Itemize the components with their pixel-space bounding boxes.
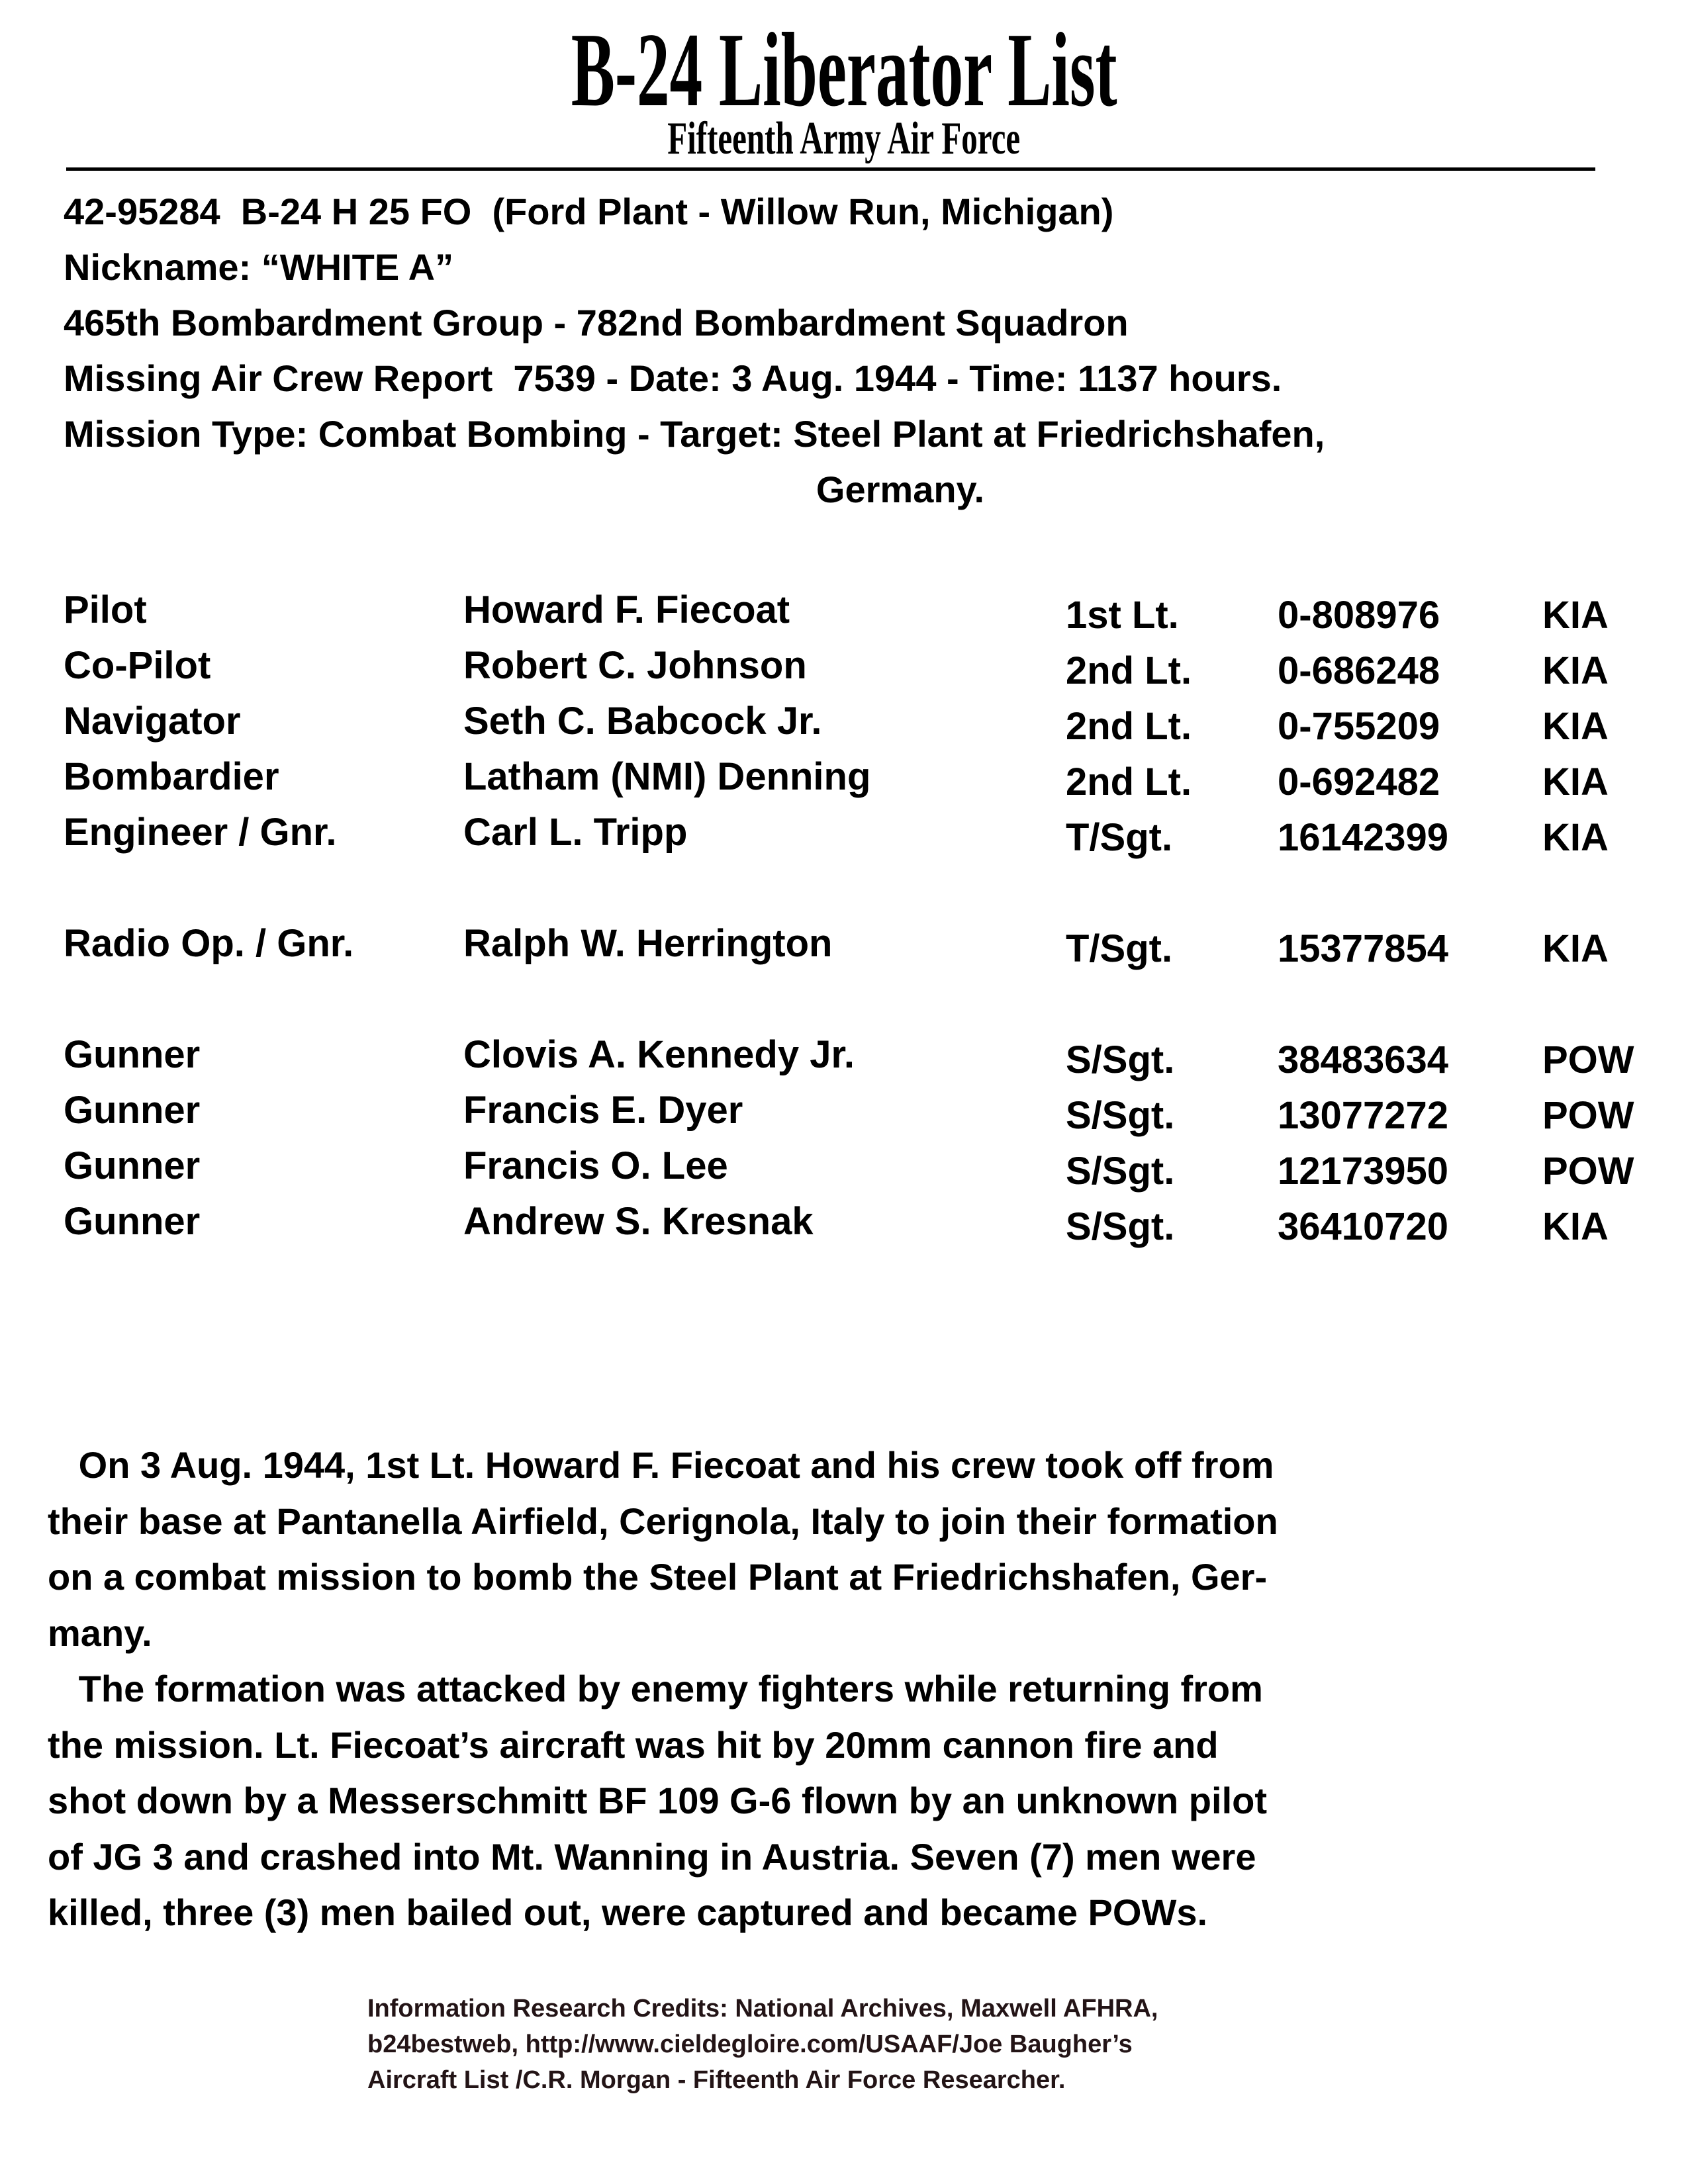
crew-role: Radio Op. / Gnr. <box>64 922 354 965</box>
mission-line-cont: Germany. <box>816 469 985 510</box>
crew-status: POW <box>1542 1038 1634 1081</box>
crew-row <box>64 582 1679 638</box>
crew-rank: S/Sgt. <box>1066 1205 1175 1248</box>
crew-serial: 0-755209 <box>1278 705 1440 748</box>
crew-row <box>64 916 1679 1027</box>
research-credits <box>367 1991 1158 2098</box>
crew-rank: T/Sgt. <box>1066 927 1173 970</box>
narrative-line: shot down by a Messerschmitt BF 109 G-6 flown by an unknown pilot <box>48 1780 1267 1821</box>
crew-serial: 36410720 <box>1278 1205 1449 1248</box>
narrative-line: on a combat mission to bomb the Steel Plant at Friedrichshafen, Ger- <box>48 1556 1268 1598</box>
crew-name: Robert C. Johnson <box>463 644 807 687</box>
crew-status: KIA <box>1542 649 1609 692</box>
crew-status: KIA <box>1542 1205 1609 1248</box>
nickname-line: Nickname: “WHITE A” <box>64 246 454 288</box>
crew-row <box>64 694 1679 749</box>
narrative <box>48 1437 1278 1941</box>
crew-role: Bombardier <box>64 755 279 798</box>
crew-status: POW <box>1542 1150 1634 1193</box>
narrative-line: many. <box>48 1612 152 1654</box>
page-title <box>0 13 1688 126</box>
crew-name: Carl L. Tripp <box>463 811 688 854</box>
subtitle-text: Fifteenth Army Air Force <box>667 113 1021 164</box>
crew-name: Francis E. Dyer <box>463 1089 743 1132</box>
narrative-line: The formation was attacked by enemy fighters while returning from <box>48 1668 1263 1709</box>
crew-name: Andrew S. Kresnak <box>463 1200 814 1243</box>
crew-role: Co-Pilot <box>64 644 211 687</box>
crew-serial: 0-692482 <box>1278 760 1440 803</box>
crew-role: Gunner <box>64 1033 201 1076</box>
unit-line: 465th Bombardment Group - 782nd Bombardment Squadron <box>64 302 1129 343</box>
crew-serial: 0-686248 <box>1278 649 1440 692</box>
crew-status: KIA <box>1542 927 1609 970</box>
crew-status: KIA <box>1542 594 1609 637</box>
crew-name: Seth C. Babcock Jr. <box>463 700 822 743</box>
page-subtitle <box>0 113 1688 165</box>
crew-rank: 2nd Lt. <box>1066 705 1192 748</box>
narrative-line: killed, three (3) men bailed out, were captured and became POWs. <box>48 1891 1208 1933</box>
crew-row <box>64 1083 1679 1138</box>
narrative-line: the mission. Lt. Fiecoat’s aircraft was hit by 20mm cannon fire and <box>48 1723 1219 1766</box>
crew-name: Francis O. Lee <box>463 1144 728 1187</box>
narrative-line: On 3 Aug. 1944, 1st Lt. Howard F. Fiecoat and his crew took off from <box>48 1444 1274 1486</box>
crew-serial: 16142399 <box>1278 816 1449 859</box>
credits-line: b24bestweb, http://www.cieldegloire.com/USAAF/Joe Baugher’s <box>367 2030 1133 2058</box>
crew-serial: 38483634 <box>1278 1038 1449 1081</box>
crew-row <box>64 1194 1679 1250</box>
macr-line: Missing Air Crew Report 7539 - Date: 3 Aug. 1944 - Time: 1137 hours. <box>64 357 1282 399</box>
narrative-line: of JG 3 and crashed into Mt. Wanning in Austria. Seven (7) men were <box>48 1835 1256 1878</box>
crew-rank: S/Sgt. <box>1066 1094 1175 1137</box>
crew-serial: 15377854 <box>1278 927 1449 970</box>
crew-rank: 2nd Lt. <box>1066 760 1192 803</box>
crew-role: Pilot <box>64 588 147 631</box>
aircraft-serial-line: 42-95284 B-24 H 25 FO (Ford Plant - Willow Run, Michigan) <box>64 191 1114 232</box>
crew-role: Gunner <box>64 1089 201 1132</box>
crew-rank: S/Sgt. <box>1066 1038 1175 1081</box>
credits-line: Aircraft List /C.R. Morgan - Fifteenth Air Force Researcher. <box>367 2066 1066 2094</box>
crew-status: KIA <box>1542 705 1609 748</box>
crew-row <box>64 805 1679 916</box>
crew-rank: 1st Lt. <box>1066 594 1179 637</box>
crew-name: Howard F. Fiecoat <box>463 588 790 631</box>
crew-serial: 13077272 <box>1278 1094 1449 1137</box>
crew-row <box>64 749 1679 805</box>
credits-line: Information Research Credits: National Archives, Maxwell AFHRA, <box>367 1995 1158 2023</box>
mission-line: Mission Type: Combat Bombing - Target: Steel Plant at Friedrichshafen, <box>64 413 1325 455</box>
crew-serial: 0-808976 <box>1278 594 1440 637</box>
crew-name: Ralph W. Herrington <box>463 922 833 965</box>
crew-table <box>64 582 1679 1250</box>
crew-name: Latham (NMI) Denning <box>463 755 871 798</box>
crew-serial: 12173950 <box>1278 1150 1449 1193</box>
crew-role: Engineer / Gnr. <box>64 811 337 854</box>
crew-role: Gunner <box>64 1200 201 1243</box>
title-divider <box>66 167 1595 171</box>
crew-row <box>64 1027 1679 1083</box>
crew-name: Clovis A. Kennedy Jr. <box>463 1033 855 1076</box>
crew-row <box>64 1138 1679 1194</box>
crew-role: Gunner <box>64 1144 201 1187</box>
crew-role: Navigator <box>64 700 241 743</box>
crew-status: KIA <box>1542 760 1609 803</box>
narrative-line: their base at Pantanella Airfield, Cerignola, Italy to join their formation <box>48 1500 1278 1542</box>
crew-rank: S/Sgt. <box>1066 1150 1175 1193</box>
crew-rank: T/Sgt. <box>1066 816 1173 859</box>
crew-status: POW <box>1542 1094 1634 1137</box>
crew-status: KIA <box>1542 816 1609 859</box>
crew-rank: 2nd Lt. <box>1066 649 1192 692</box>
crew-row <box>64 638 1679 694</box>
title-text: B-24 Liberator List <box>571 11 1117 128</box>
